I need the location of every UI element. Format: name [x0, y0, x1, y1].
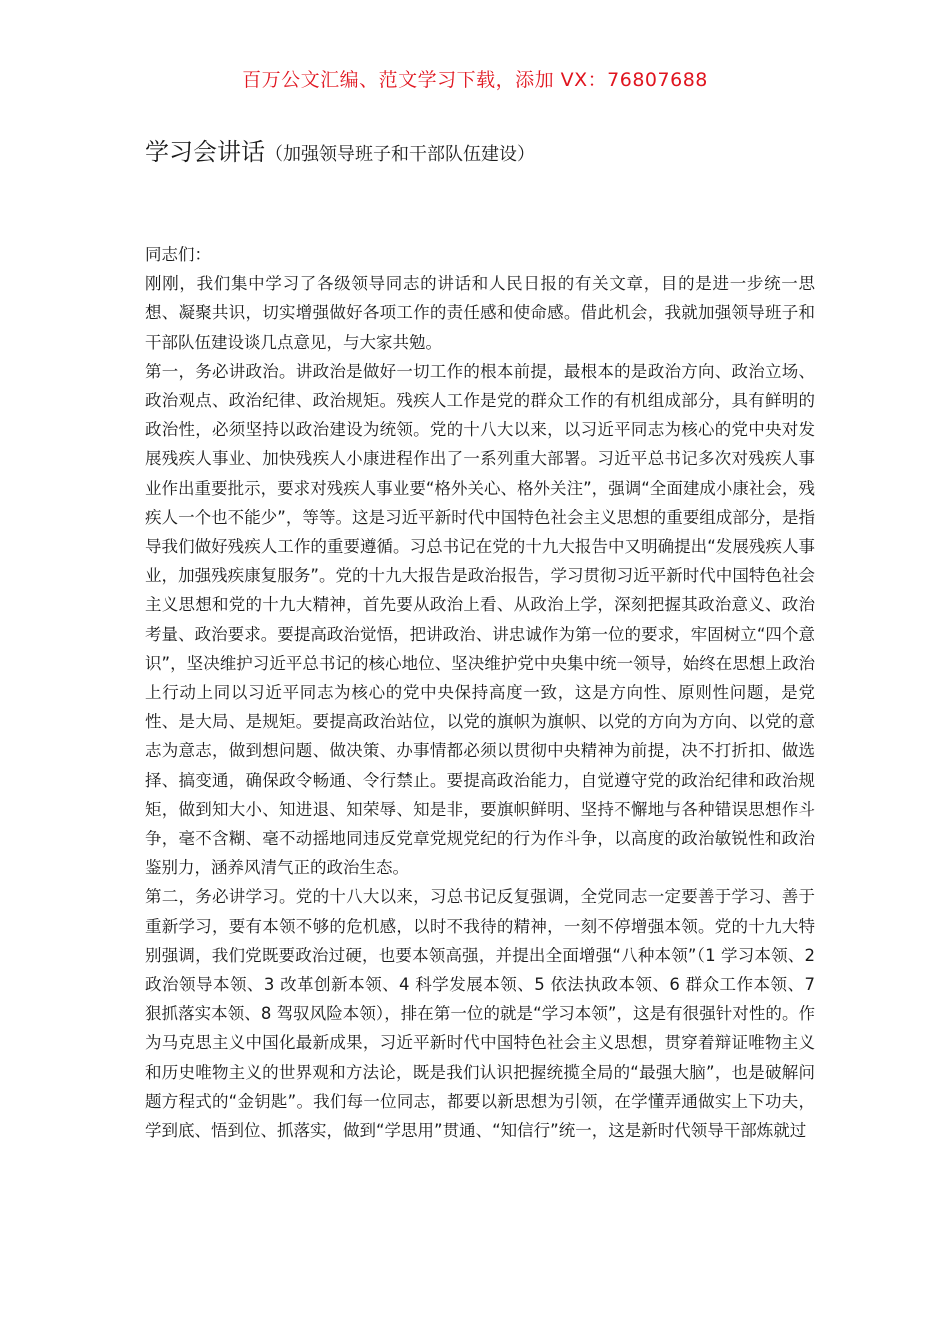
- watermark-header: 百万公文汇编、范文学习下载，添加 VX：76807688: [242, 69, 708, 91]
- document-title: [145, 134, 825, 173]
- title-main: 学习会讲话: [145, 138, 265, 166]
- paragraph-learning: 第二，务必讲学习。党的十八大以来，习总书记反复强调，全党同志一定要善于学习、善于重新学习，要有本领不够的危机感，以时不我待的精神，一刻不停增强本领。党的十九大特别强调，我们党既要政治过硬，也要本领高强，并提出全面增强“八种本领”（1 学习本领、2 政治领导本领、3 改革创新本领、4 科学发展本领、5 依法执政本领、6 群众工作本领、7 狠抓落实本领、8 驾驭风险本领），排在第一位的就是“学习本领”，这是有很强针对性的。作为马克思主义中国化最新成果，习近平新时代中国特色社会主义思想，贯穿着辩证唯物主义和历史唯物主义的世界观和方法论，既是我们认识把握统揽全局的“最强大脑”，也是破解问题方程式的“金钥匙”。我们每一位同志，都要以新思想为引领，在学懂弄通做实上下功夫，学到底、悟到位、抓落实，做到“学思用”贯通、“知信行”统一，这是新时代领导干部炼就过: [145, 887, 815, 1141]
- paragraph-intro: 刚刚，我们集中学习了各级领导同志的讲话和人民日报的有关文章，目的是进一步统一思想、凝聚共识，切实增强做好各项工作的责任感和使命感。借此机会，我就加强领导班子和干部队伍建设谈几点意见，与大家共勉。: [145, 274, 815, 352]
- paragraph-politics: 第一，务必讲政治。讲政治是做好一切工作的根本前提，最根本的是政治方向、政治立场、政治观点、政治纪律、政治规矩。残疾人工作是党的群众工作的有机组成部分，具有鲜明的政治性，必须坚持以政治建设为统领。党的十八大以来，以习近平同志为核心的党中央对发展残疾人事业、加快残疾人小康进程作出了一系列重大部署。习近平总书记多次对残疾人事业作出重要批示，要求对残疾人事业要“格外关心、格外关注”，强调“全面建成小康社会，残疾人一个也不能少”，等等。这是习近平新时代中国特色社会主义思想的重要组成部分，是指导我们做好残疾人工作的重要遵循。习总书记在党的十九大报告中又明确提出“发展残疾人事业，加强残疾康复服务”。党的十九大报告是政治报告，学习贯彻习近平新时代中国特色社会主义思想和党的十九大精神，首先要从政治上看、从政治上学，深刻把握其政治意义、政治考量、政治要求。要提高政治觉悟，把讲政治、讲忠诚作为第一位的要求，牢固树立“四个意识”，坚决维护习近平总书记的核心地位、坚决维护党中央集中统一领导，始终在思想上政治上行动上同以习近平同志为核心的党中央保持高度一致，这是方向性、原则性问题，是党性、是大局、是规矩。要提高政治站位，以党的旗帜为旗帜、以党的方向为方向、以党的意志为意志，做到想问题、做决策、办事情都必须以贯彻中央精神为前提，决不打折扣、做选择、搞变通，确保政令畅通、令行禁止。要提高政治能力，自觉遵守党的政治纪律和政治规矩，做到知大小、知进退、知荣辱、知是非，要旗帜鲜明、坚持不懈地与各种错误思想作斗争，毫不含糊、毫不动摇地同违反党章党规党纪的行为作斗争，以高度的政治敏锐性和政治鉴别力，涵养风清气正的政治生态。: [145, 361, 815, 878]
- title-subtitle: （加强领导班子和干部队伍建设）: [265, 144, 535, 165]
- document-body: [145, 240, 815, 1145]
- salutation: 同志们：: [145, 245, 211, 264]
